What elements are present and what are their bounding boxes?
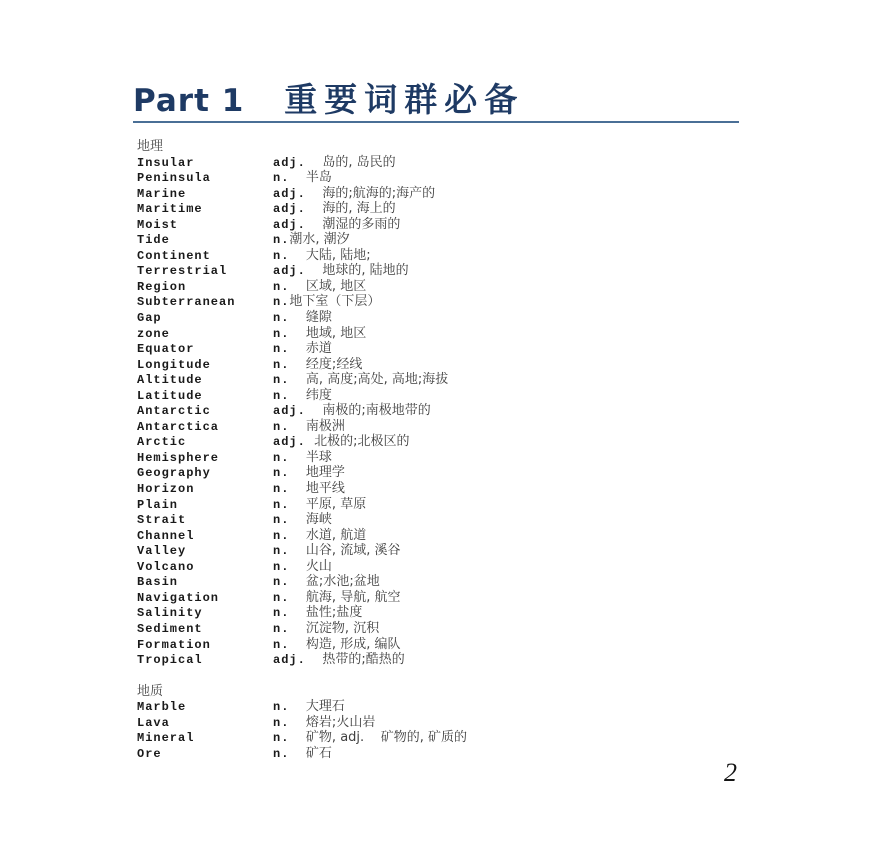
vocab-word: Longitude <box>137 357 211 372</box>
vocab-def: 平原, 草原 <box>289 496 367 512</box>
vocab-word: Arctic <box>137 435 187 450</box>
vocab-def: 海的;航海的;海产的 <box>305 185 436 201</box>
vocab-pos: n. <box>273 326 290 341</box>
vocab-pos: adj. <box>273 264 306 279</box>
vocab-def: 赤道 <box>289 341 332 357</box>
vocab-def: 地球的, 陆地的 <box>305 263 409 279</box>
vocab-word: Marble <box>137 700 187 715</box>
page-title <box>133 74 524 121</box>
vocab-row <box>137 621 757 637</box>
vocab-row <box>137 217 757 233</box>
vocab-word: Geography <box>137 466 211 481</box>
vocab-word: Latitude <box>137 388 203 403</box>
page-number: 2 <box>724 758 737 787</box>
vocab-pos: adj. <box>273 186 306 201</box>
vocab-pos: adj. <box>273 404 306 419</box>
vocab-def: 热带的;酷热的 <box>305 652 405 668</box>
vocab-row <box>137 170 757 186</box>
vocab-word: Tide <box>137 233 170 248</box>
vocab-word: Sediment <box>137 621 203 636</box>
vocab-row <box>137 637 757 653</box>
vocab-word: Lava <box>137 715 170 730</box>
vocab-row <box>137 388 757 404</box>
vocab-word: Equator <box>137 342 195 357</box>
vocab-def: 地下室（下层） <box>289 294 381 310</box>
vocab-row <box>137 326 757 342</box>
vocab-word: Antarctic <box>137 404 211 419</box>
vocab-pos: n. <box>273 590 290 605</box>
vocab-def: 经度;经线 <box>289 356 363 372</box>
vocab-pos: adj. <box>273 155 306 170</box>
vocab-word: Tropical <box>137 653 203 668</box>
vocab-def: 航海, 导航, 航空 <box>289 589 401 605</box>
vocab-pos: n. <box>273 233 290 248</box>
vocab-pos: adj. <box>273 217 306 232</box>
vocab-row <box>137 699 757 715</box>
vocab-pos: n. <box>273 373 290 388</box>
vocab-pos: n. <box>273 450 290 465</box>
vocab-pos: n. <box>273 482 290 497</box>
vocab-word: Plain <box>137 497 179 512</box>
vocab-row <box>137 248 757 264</box>
vocab-section <box>137 684 757 762</box>
vocab-word: Valley <box>137 544 187 559</box>
vocab-row <box>137 341 757 357</box>
vocab-word: Peninsula <box>137 171 211 186</box>
vocab-def: 高, 高度;高处, 高地;海拔 <box>289 372 449 388</box>
vocab-word: Mineral <box>137 731 195 746</box>
vocab-word: Gap <box>137 311 162 326</box>
vocab-word: Horizon <box>137 482 195 497</box>
vocab-word: Region <box>137 279 187 294</box>
vocab-pos: n. <box>273 715 290 730</box>
vocab-pos: n. <box>273 419 290 434</box>
section-heading: 地理 <box>137 139 164 154</box>
vocab-pos: n. <box>273 342 290 357</box>
vocab-row <box>137 357 757 373</box>
vocab-word: Insular <box>137 155 195 170</box>
title-text: 重要词群必备 <box>284 80 525 119</box>
vocab-def: 水道, 航道 <box>289 527 367 543</box>
vocab-row <box>137 605 757 621</box>
vocab-row <box>137 186 757 202</box>
vocab-row <box>137 590 757 606</box>
vocab-def: 海的, 海上的 <box>305 201 396 217</box>
vocab-row <box>137 450 757 466</box>
vocab-def: 矿石 <box>289 745 332 761</box>
vocab-pos: n. <box>273 466 290 481</box>
vocab-row <box>137 559 757 575</box>
vocab-row <box>137 465 757 481</box>
vocab-word: Basin <box>137 575 179 590</box>
vocab-def: 山谷, 流域, 溪谷 <box>289 543 401 559</box>
vocab-row <box>137 263 757 279</box>
vocab-row <box>137 232 757 248</box>
vocab-word: Ore <box>137 746 162 761</box>
vocab-word: Volcano <box>137 559 195 574</box>
vocab-pos: n. <box>273 171 290 186</box>
vocab-def: 盆;水池;盆地 <box>289 574 380 590</box>
vocab-row <box>137 403 757 419</box>
vocab-row <box>137 512 757 528</box>
vocab-def: 北极的;北极区的 <box>305 434 410 450</box>
vocab-word: Marine <box>137 186 187 201</box>
vocab-pos: n. <box>273 621 290 636</box>
vocab-pos: n. <box>273 513 290 528</box>
part-label: Part 1 <box>133 83 245 119</box>
vocab-pos: n. <box>273 388 290 403</box>
vocab-def: 构造, 形成, 编队 <box>289 636 401 652</box>
vocab-section <box>137 139 757 668</box>
vocab-sections <box>137 139 757 761</box>
vocab-def: 海峡 <box>289 512 332 528</box>
vocab-word: Hemisphere <box>137 450 220 465</box>
vocab-def: 潮湿的多雨的 <box>305 216 401 232</box>
vocab-pos: n. <box>273 497 290 512</box>
vocab-def: 岛的, 岛民的 <box>305 154 396 170</box>
vocab-def: 区域, 地区 <box>289 278 367 294</box>
vocab-def: 南极洲 <box>289 418 345 434</box>
vocab-row <box>137 310 757 326</box>
vocab-pos: n. <box>273 575 290 590</box>
vocab-pos: n. <box>273 746 290 761</box>
vocab-word: Navigation <box>137 590 220 605</box>
vocab-def: 地域, 地区 <box>289 325 367 341</box>
vocab-def: 纬度 <box>289 387 332 403</box>
vocab-pos: adj. <box>273 435 306 450</box>
vocab-word: Salinity <box>137 606 203 621</box>
vocab-def: 火山 <box>289 558 332 574</box>
vocab-pos: n. <box>273 311 290 326</box>
title-underline <box>133 121 739 123</box>
vocab-word: Subterranean <box>137 295 236 310</box>
vocab-pos: n. <box>273 528 290 543</box>
vocab-pos: n. <box>273 295 290 310</box>
vocab-row <box>137 481 757 497</box>
vocab-row <box>137 528 757 544</box>
vocab-def: 半岛 <box>289 170 332 186</box>
vocab-word: Moist <box>137 217 179 232</box>
vocab-pos: adj. <box>273 653 306 668</box>
vocab-row <box>137 497 757 513</box>
vocab-pos: n. <box>273 544 290 559</box>
section-heading: 地质 <box>137 683 164 699</box>
vocab-pos: n. <box>273 357 290 372</box>
vocab-row <box>137 543 757 559</box>
vocab-def: 沉淀物, 沉积 <box>289 620 380 636</box>
vocab-word: Altitude <box>137 373 203 388</box>
vocab-word: Maritime <box>137 202 203 217</box>
vocab-row <box>137 419 757 435</box>
vocab-def: 盐性;盐度 <box>289 605 363 621</box>
vocab-word: Strait <box>137 513 187 528</box>
vocab-word: zone <box>137 326 170 341</box>
vocab-word: Terrestrial <box>137 264 228 279</box>
vocab-row <box>137 746 757 762</box>
vocab-row <box>137 279 757 295</box>
vocab-pos: n. <box>273 248 290 263</box>
vocab-pos: n. <box>273 606 290 621</box>
vocab-row <box>137 574 757 590</box>
vocab-pos: n. <box>273 637 290 652</box>
vocab-row <box>137 372 757 388</box>
vocab-def: 地平线 <box>289 481 345 497</box>
vocab-word: Continent <box>137 248 211 263</box>
vocab-pos: adj. <box>273 202 306 217</box>
vocab-def: 矿物, adj. 矿物的, 矿质的 <box>289 730 467 746</box>
vocab-row <box>137 155 757 171</box>
vocab-def: 南极的;南极地带的 <box>305 403 431 419</box>
vocab-pos: n. <box>273 559 290 574</box>
vocab-def: 大陆, 陆地; <box>289 247 371 263</box>
vocab-pos: n. <box>273 731 290 746</box>
vocab-pos: n. <box>273 700 290 715</box>
vocab-word: Antarctica <box>137 419 220 434</box>
vocab-def: 大理石 <box>289 699 345 715</box>
vocab-row <box>137 652 757 668</box>
vocab-row <box>137 730 757 746</box>
vocab-def: 半球 <box>289 449 332 465</box>
vocab-row <box>137 434 757 450</box>
vocab-word: Channel <box>137 528 195 543</box>
vocab-pos: n. <box>273 279 290 294</box>
vocab-word: Formation <box>137 637 211 652</box>
vocab-row <box>137 201 757 217</box>
vocab-def: 缝隙 <box>289 310 332 326</box>
vocab-def: 熔岩;火山岩 <box>289 714 376 730</box>
vocab-def: 地理学 <box>289 465 345 481</box>
vocab-row <box>137 294 757 310</box>
vocab-def: 潮水, 潮汐 <box>289 232 350 248</box>
vocab-row <box>137 715 757 731</box>
